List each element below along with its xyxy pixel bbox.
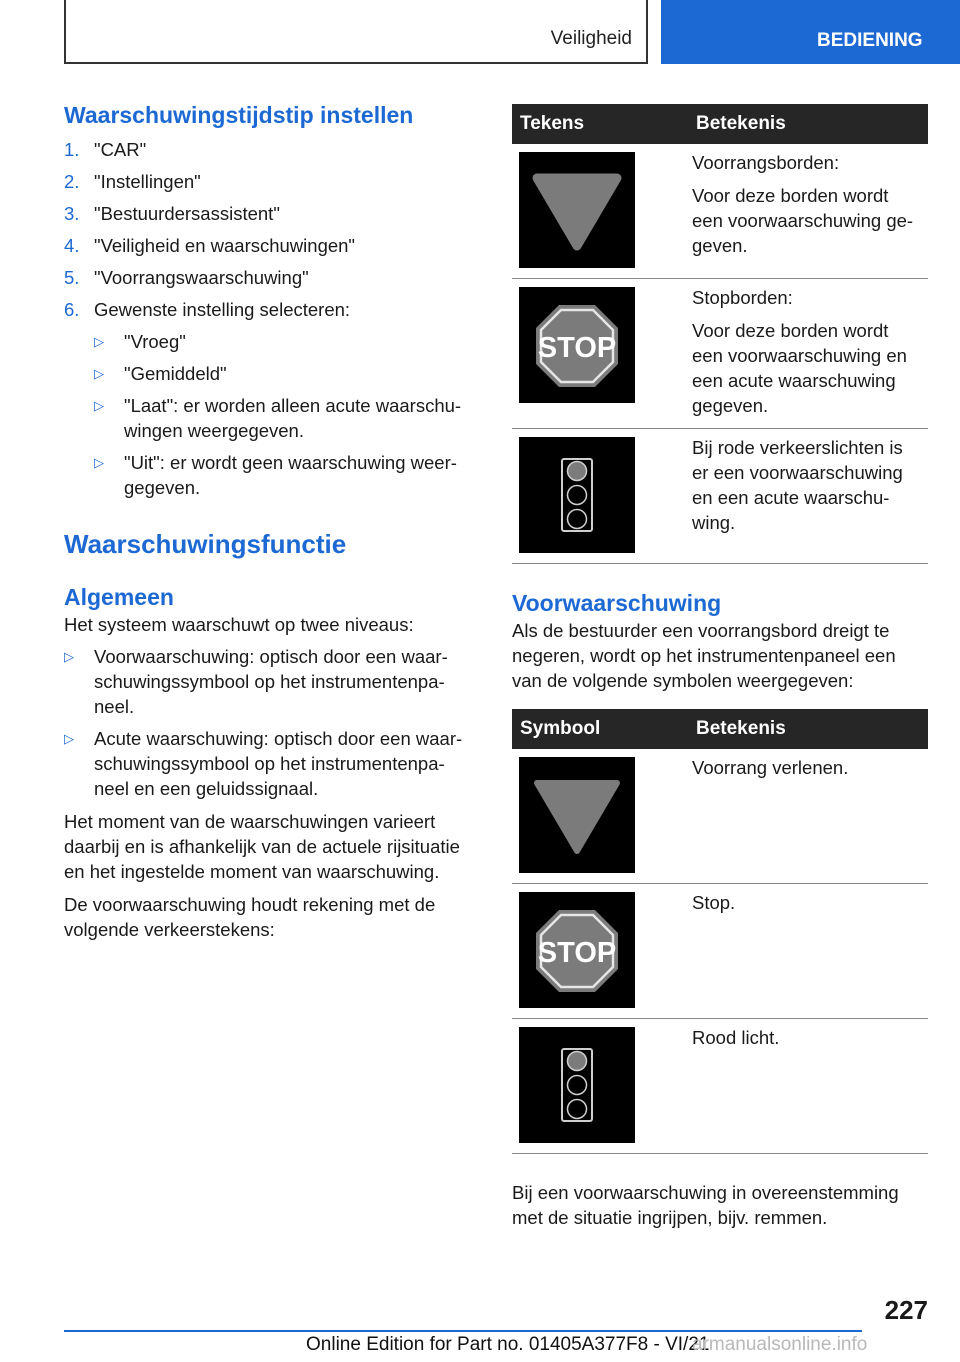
right-column — [512, 104, 928, 1230]
triangle-bullet-icon: ▷ — [64, 649, 74, 664]
stop-sign-icon — [519, 892, 635, 1008]
step-number: 2. — [64, 171, 80, 192]
header-chapter-box — [661, 0, 960, 64]
triangle-bullet-icon: ▷ — [94, 366, 104, 381]
list-item — [64, 726, 476, 801]
intro-text: Het systeem waarschuwt op twee niveaus: — [64, 614, 414, 635]
step-text: "Bestuurdersassistent" — [94, 203, 280, 224]
option-text: "Uit": er wordt geen waarschuwing weer-gegeven. — [124, 452, 457, 498]
step-text: "CAR" — [94, 139, 147, 160]
level-list — [64, 644, 476, 801]
list-item — [64, 137, 476, 162]
step-text: "Veiligheid en waarschuwingen" — [94, 235, 355, 256]
list-item — [64, 265, 476, 290]
cell-text: Voorrangsborden: — [692, 152, 840, 173]
table-row — [512, 279, 928, 429]
level-text: Voorwaarschuwing: optisch door een waar-schuwingssymbool op het instrumentenpa-neel. — [94, 646, 448, 717]
step-text: "Voorrangswaarschuwing" — [94, 267, 309, 288]
column-header-meaning: Betekenis — [692, 709, 928, 749]
paragraph-signs: De voorwaarschuwing houdt rekening met de volgende verkeerstekens: — [64, 894, 436, 940]
table-row — [512, 144, 928, 279]
column-header-symbol: Symbool — [512, 709, 692, 749]
page-number: 227 — [884, 1295, 928, 1325]
list-item — [94, 450, 476, 500]
heading-warning-function: Waarschuwingsfunctie — [64, 529, 347, 559]
stop-sign-label: STOP — [537, 937, 617, 969]
cell-text: Rood licht. — [692, 1027, 780, 1048]
footer-divider — [64, 1330, 862, 1332]
paragraph-timing: Het moment van de waarschuwingen varieert daarbij en is afhankelijk van de actuele rijsituatie en het ingestelde moment van waarschuwing. — [64, 811, 460, 882]
closing-text: Bij een voorwaarschuwing in overeenstemming met de situatie ingrijpen, bijv. remmen. — [512, 1182, 899, 1228]
list-item — [64, 233, 476, 258]
heading-warning-time: Waarschuwingstijdstip instellen — [64, 102, 414, 128]
step-number: 4. — [64, 235, 80, 256]
left-column — [64, 100, 476, 942]
header-chapter-title: BEDIENING — [817, 30, 923, 51]
table-row — [512, 749, 928, 884]
step-number: 6. — [64, 299, 80, 320]
column-header-signs: Tekens — [512, 104, 692, 144]
step-list — [64, 137, 476, 322]
yield-sign-icon — [519, 757, 635, 873]
table-header-row — [512, 709, 928, 749]
list-item — [94, 329, 476, 354]
list-item — [64, 297, 476, 322]
option-text: "Laat": er worden alleen acute waarschu-wingen weergegeven. — [124, 395, 462, 441]
step-number: 1. — [64, 139, 80, 160]
level-text: Acute waarschuwing: optisch door een waar-schuwingssymbool op het instrumentenpa-neel en een geluidssignaal. — [94, 728, 463, 799]
triangle-bullet-icon: ▷ — [94, 398, 104, 413]
header-section-title: Veiligheid — [550, 28, 632, 49]
table-row — [512, 1019, 928, 1154]
traffic-light-icon — [519, 437, 635, 553]
triangle-bullet-icon: ▷ — [64, 731, 74, 746]
cell-text: Bij rode verkeerslichten is er een voorwaarschuwing en een acute waarschu-wing. — [692, 437, 903, 533]
edition-text: Online Edition for Part no. 01405A377F8 - VI/21 — [306, 1334, 710, 1355]
table-row — [512, 429, 928, 564]
triangle-bullet-icon: ▷ — [94, 334, 104, 349]
list-item — [64, 644, 476, 719]
triangle-bullet-icon: ▷ — [94, 455, 104, 470]
list-item — [64, 201, 476, 226]
heading-prewarning: Voorwaarschuwing — [512, 590, 722, 616]
symbols-table — [512, 709, 928, 1154]
column-header-meaning: Betekenis — [692, 104, 928, 144]
cell-text: Stopborden: — [692, 287, 793, 308]
watermark-text: armanualsonline.info — [692, 1334, 868, 1355]
traffic-light-icon — [519, 1027, 635, 1143]
step-number: 5. — [64, 267, 80, 288]
cell-text: Voor deze borden wordt een voorwaarschuwing ge-geven. — [692, 185, 914, 256]
table-row — [512, 884, 928, 1019]
step-number: 3. — [64, 203, 80, 224]
option-text: "Vroeg" — [124, 331, 186, 352]
list-item — [94, 393, 476, 443]
option-text: "Gemiddeld" — [124, 363, 227, 384]
heading-general: Algemeen — [64, 584, 174, 610]
prewarning-text: Als de bestuurder een voorrangsbord dreigt te negeren, wordt op het instrumentenpaneel een van de volgende symbolen weergegeven: — [512, 620, 896, 691]
list-item — [94, 361, 476, 386]
step-text: Gewenste instelling selecteren: — [94, 299, 351, 320]
step-text: "Instellingen" — [94, 171, 201, 192]
cell-text: Voor deze borden wordt een voorwaarschuwing en een acute waarschuwing gegeven. — [692, 320, 907, 416]
table-header-row — [512, 104, 928, 144]
cell-text: Stop. — [692, 892, 736, 913]
header-box — [64, 0, 648, 64]
stop-sign-icon — [519, 287, 635, 403]
yield-sign-icon — [519, 152, 635, 268]
cell-text: Voorrang verlenen. — [692, 757, 849, 778]
signs-table — [512, 104, 928, 564]
stop-sign-label: STOP — [537, 332, 617, 364]
option-list — [64, 329, 476, 500]
list-item — [64, 169, 476, 194]
